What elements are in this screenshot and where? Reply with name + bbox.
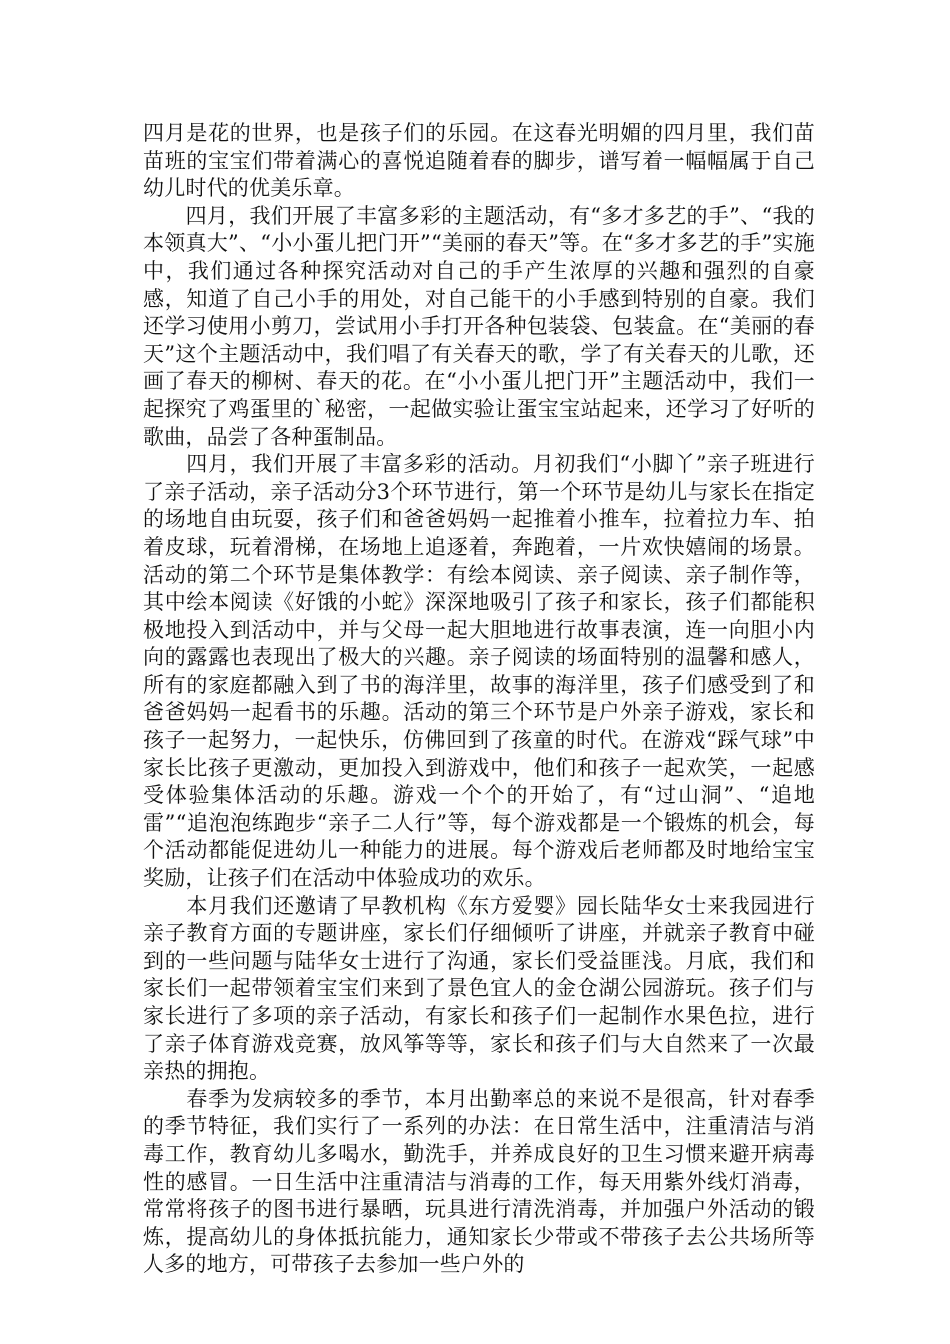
paragraph-intro: 四月是花的世界，也是孩子们的乐园。在这春光明媚的四月里，我们苗苗班的宝宝们带着满心的喜悦追随着春的脚步，谱写着一幅幅属于自己幼儿时代的优美乐章。 bbox=[143, 121, 815, 201]
paragraph-health-measures: 春季为发病较多的季节，本月出勤率总的来说不是很高，针对春季的季节特征，我们实行了一系列的办法：在日常生活中，注重清洁与消毒工作，教育幼儿多喝水，勤洗手，并养成良好的卫生习惯来避开病毒性的感冒。一日生活中注重清洁与消毒的工作，每天用紫外线灯消毒，常常将孩子的图书进行暴晒，玩具进行清洗消毒，并加强户外活动的锻炼，提高幼儿的身体抵抗能力，通知家长少带或不带孩子去公共场所等人多的地方，可带孩子去参加一些户外的 bbox=[143, 1086, 815, 1277]
paragraph-parent-child-activity: 四月，我们开展了丰富多彩的活动。月初我们“小脚丫”亲子班进行了亲子活动，亲子活动分3个环节进行，第一个环节是幼儿与家长在指定的场地自由玩耍，孩子们和爸爸妈妈一起推着小推车，拉着拉力车、拍着皮球，玩着滑梯，在场地上追逐着，奔跑着，一片欢快嬉闹的场景。活动的第二个环节是集体教学：有绘本阅读、亲子阅读、亲子制作等，其中绘本阅读《好饿的小蛇》深深地吸引了孩子和家长，孩子们都能积极地投入到活动中，并与父母一起大胆地进行故事表演，连一向胆小内向的露露也表现出了极大的兴趣。亲子阅读的场面特别的温馨和感人，所有的家庭都融入到了书的海洋里，故事的海洋里，孩子们感受到了和爸爸妈妈一起看书的乐趣。活动的第三个环节是户外亲子游戏，家长和孩子一起努力，一起快乐，仿佛回到了孩童的时代。在游戏“踩气球”中家长比孩子更激动，更加投入到游戏中，他们和孩子一起欢笑，一起感受体验集体活动的乐趣。游戏一个个的开始了，有“过山洞”、“追地雷”“追泡泡练跑步“亲子二人行”等，每个游戏都是一个锻炼的机会，每个活动都能促进幼儿一种能力的进展。每个游戏后老师都及时地给宝宝奖励，让孩子们在活动中体验成功的欢乐。 bbox=[143, 452, 815, 891]
paragraph-lecture-and-outing: 本月我们还邀请了早教机构《东方爱婴》园长陆华女士来我园进行亲子教育方面的专题讲座，家长们仔细倾听了讲座，并就亲子教育中碰到的一些问题与陆华女士进行了沟通，家长们受益匪浅。月底，我们和家长们一起带领着宝宝们来到了景色宜人的金仓湖公园游玩。孩子们与家长进行了多项的亲子活动，有家长和孩子们一起制作水果色拉，进行了亲子体育游戏竞赛，放风筝等等，家长和孩子们与大自然来了一次最亲热的拥抱。 bbox=[143, 893, 815, 1084]
paragraph-theme-activities: 四月，我们开展了丰富多彩的主题活动，有“多才多艺的手”、“我的本领真大”、“小小蛋儿把门开”“美丽的春天”等。在“多才多艺的手”实施中，我们通过各种探究活动对自己的手产生浓厚的兴趣和强烈的自豪感，知道了自己小手的用处，对自己能干的小手感到特别的自豪。我们还学习使用小剪刀，尝试用小手打开各种包装袋、包装盒。在“美丽的春天”这个主题活动中，我们唱了有关春天的歌，学了有关春天的儿歌，还画了春天的柳树、春天的花。在“小小蛋儿把门开”主题活动中，我们一起探究了鸡蛋里的`秘密，一起做实验让蛋宝宝站起来，还学习了好听的歌曲，品尝了各种蛋制品。 bbox=[143, 203, 815, 449]
document-body bbox=[143, 120, 815, 1279]
